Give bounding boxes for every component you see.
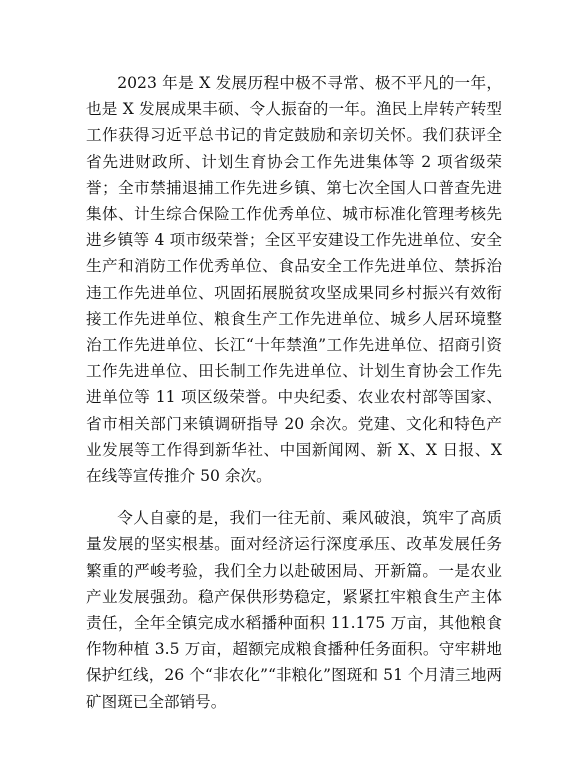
document-body: [86, 70, 502, 715]
paragraph-development-foundation: 令人自豪的是，我们一往无前、乘风破浪，筑牢了高质量发展的坚实根基。面对经济运行深度承压、改革发展任务繁重的严峻考验，我们全力以赴破困局、开新篇。一是农业产业发展强劲。稳产保供形势稳定，紧紧扛牢粮食生产主体责任，全年全镇完成水稻播种面积 11.175 万亩，其他粮食作物种植 3.5 万亩，超额完成粮食播种任务面积。守牢耕地保护红线，26 个“非农化”“非粮化”图斑和 51 个月清三地两矿图斑已全部销号。: [86, 509, 502, 711]
paragraph-annual-achievements: 2023 年是 X 发展历程中极不寻常、极不平凡的一年，也是 X 发展成果丰硕、令人振奋的一年。渔民上岸转产转型工作获得习近平总书记的肯定鼓励和亲切关怀。我们获评全省先进财政所、计划生育协会工作先进集体等 2 项省级荣誉；全市禁捕退捕工作先进乡镇、第七次全国人口普查先进集体、计生综合保险工作优秀单位、城市标准化管理考核先进乡镇等 4 项市级荣誉；全区平安建设工作先进单位、安全生产和消防工作优秀单位、食品安全工作先进单位、禁拆治违工作先进单位、巩固拓展脱贫攻坚成果同乡村振兴有效衔接工作先进单位、粮食生产工作先进单位、城乡人居环境整治工作先进单位、长江“十年禁渔”工作先进单位、招商引资工作先进单位、田长制工作先进单位、计划生育协会工作先进单位等 11 项区级荣誉。中央纪委、农业农村部等国家、省市相关部门来镇调研指导 20 余次。党建、文化和特色产业发展等工作得到新华社、中国新闻网、新 X、X 日报、X 在线等宣传推介 50 余次。: [86, 74, 502, 486]
